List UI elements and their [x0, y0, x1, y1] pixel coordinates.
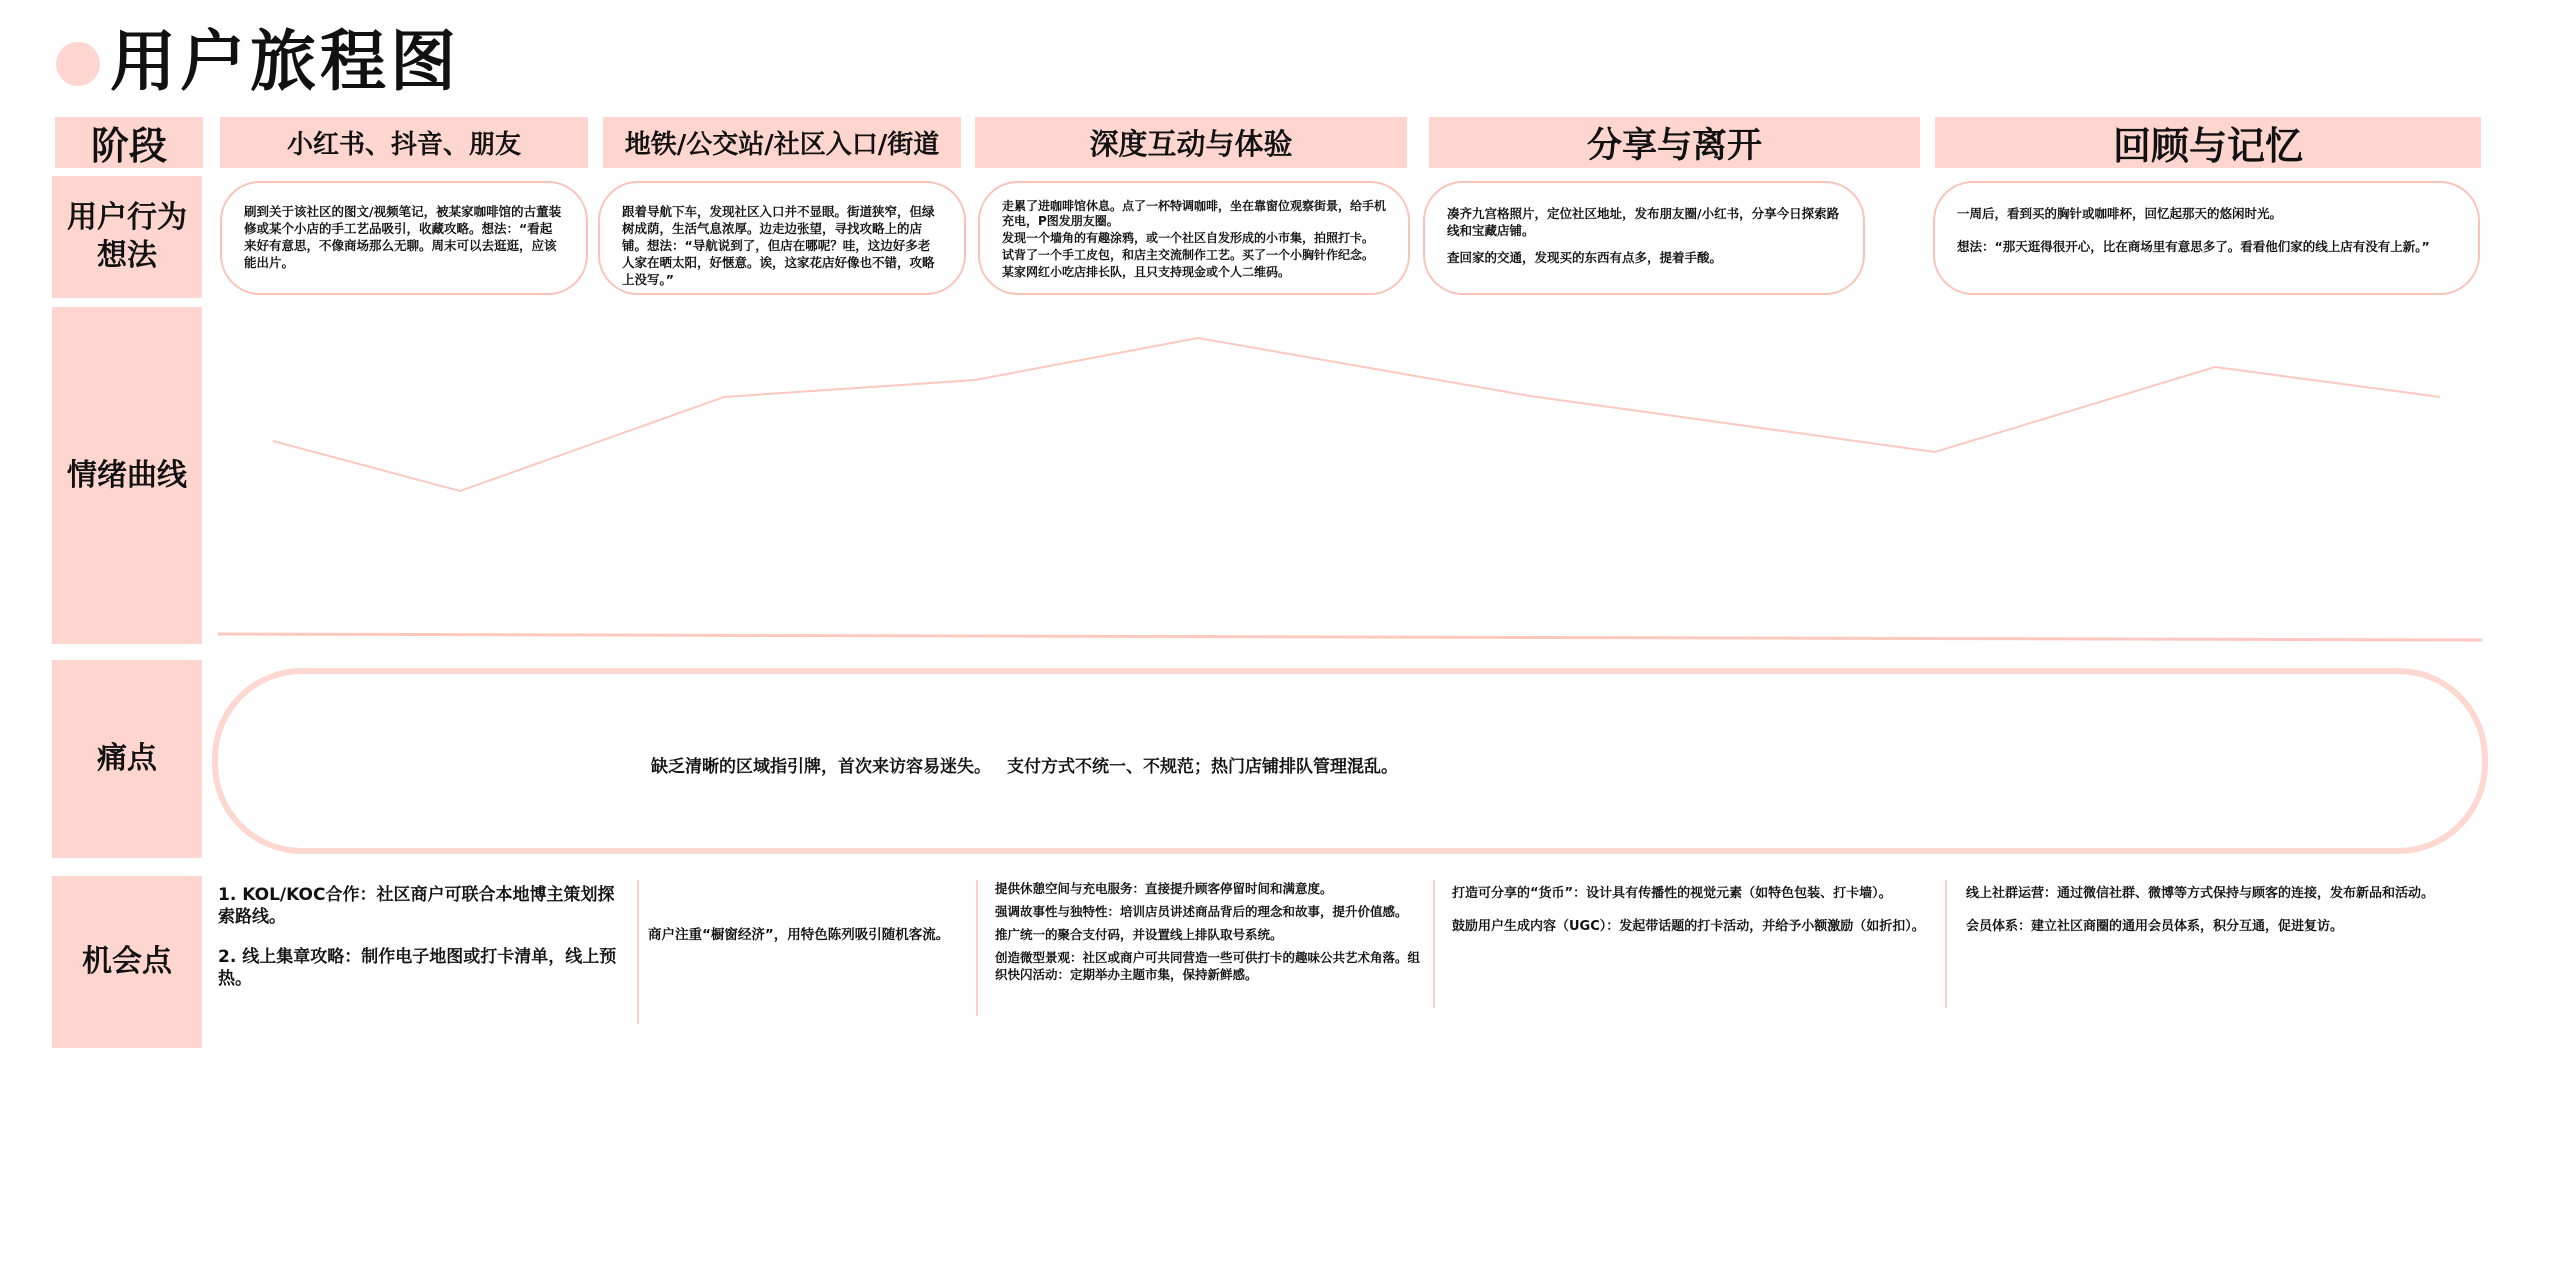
- pain-point-2: 支付方式不统一、不规范；热门店铺排队管理混乱。: [1007, 757, 1398, 777]
- opportunity-item: 打造可分享的“货币”：设计具有传播性的视觉元素（如特色包装、打卡墙）。: [1452, 886, 1892, 901]
- behavior-text: 一周后，看到买的胸针或咖啡杯，回忆起那天的悠闲时光。: [1957, 206, 2283, 221]
- column-divider: [1433, 880, 1435, 1008]
- opportunity-item: 商户注重“橱窗经济”，用特色陈列吸引随机客流。: [648, 927, 950, 943]
- pain-point-1: 缺乏清晰的区域指引牌，首次来访容易迷失。: [651, 757, 991, 777]
- stage-header-4: 分享与离开: [1429, 117, 1920, 168]
- emotion-curve-line: [273, 338, 2440, 491]
- column-divider: [976, 880, 978, 1016]
- opportunity-item: 强调故事性与独特性：培训店员讲述商品背后的理念和故事，提升价值感。: [995, 904, 1408, 919]
- opportunity-item: 鼓励用户生成内容（UGC）：发起带话题的打卡活动，并给予小额激励（如折扣）。: [1452, 919, 1925, 934]
- stage-header-3: 深度互动与体验: [975, 117, 1407, 168]
- opportunity-col-1: [218, 884, 626, 1002]
- opportunity-col-5: [1966, 884, 2486, 948]
- opportunity-item: 2. 线上集章攻略：制作电子地图或打卡清单，线上预热。: [218, 947, 617, 989]
- behavior-text: 凑齐九宫格照片，定位社区地址，发布朋友圈/小红书，分享今日探索路线和宝藏店铺。: [1447, 206, 1840, 238]
- opportunity-item: 创造微型景观：社区或商户可共同营造一些可供打卡的趣味公共艺术角落。组织快闪活动：定期举办主题市集，保持新鲜感。: [995, 950, 1421, 982]
- emotion-baseline: [218, 634, 2482, 640]
- behavior-text: 发现一个墙角的有趣涂鸦，或一个社区自发形成的小市集，拍照打卡。: [1002, 231, 1375, 245]
- opportunity-item: 线上社群运营：通过微信社群、微博等方式保持与顾客的连接，发布新品和活动。: [1966, 886, 2435, 901]
- opportunity-item: 提供休憩空间与充电服务：直接提升顾客停留时间和满意度。: [995, 881, 1333, 896]
- stage-header-5: 回顾与记忆: [1935, 117, 2481, 168]
- pain-row-label: 痛点: [52, 660, 202, 858]
- opportunity-item: 1. KOL/KOC合作：社区商户可联合本地博主策划探索路线。: [218, 885, 615, 927]
- behavior-row-label: 用户行为 想法: [52, 176, 202, 298]
- opportunity-col-2: [648, 926, 982, 957]
- stage-header-1: 小红书、抖音、朋友: [220, 117, 588, 168]
- behavior-text: 刷到关于该社区的图文/视频笔记，被某家咖啡馆的古董装修或某个小店的手工艺品吸引，收藏攻略。想法：“看起来好有意思，不像商场那么无聊。周末可以去逛逛，应该能出片。: [244, 204, 562, 270]
- stage-header-2: 地铁/公交站/社区入口/街道: [603, 117, 961, 168]
- opportunity-col-3: [995, 880, 1429, 995]
- emotion-row-label: 情绪曲线: [52, 307, 202, 644]
- opportunity-row-label: 机会点: [52, 876, 202, 1048]
- opportunity-item: 推广统一的聚合支付码，并设置线上排队取号系统。: [995, 927, 1283, 942]
- behavior-text: 跟着导航下车，发现社区入口并不显眼。街道狭窄，但绿树成荫，生活气息浓厚。边走边张望，寻找攻略上的店铺。想法：“导航说到了，但店在哪呢？哇，这边好多老人家在晒太阳，好惬意。诶，这家花店好像也不错，攻略上没写。”: [622, 204, 935, 287]
- stage-row-label: 阶段: [55, 117, 203, 168]
- behavior-text: 某家网红小吃店排长队，且只支持现金或个人二维码。: [1002, 265, 1291, 279]
- column-divider: [1945, 880, 1947, 1008]
- behavior-text: 查回家的交通，发现买的东西有点多，提着手酸。: [1447, 250, 1723, 265]
- page-title: 用户旅程图: [110, 23, 460, 100]
- behavior-text: 想法：“那天逛得很开心，比在商场里有意思多了。看看他们家的线上店有没有上新。”: [1957, 239, 2430, 254]
- behavior-text: 试背了一个手工皮包，和店主交流制作工艺。买了一个小胸针作纪念。: [1002, 248, 1375, 262]
- behavior-text: 走累了进咖啡馆休息。点了一杯特调咖啡，坐在靠窗位观察街景，给手机充电，P图发朋友圈。: [1002, 199, 1387, 228]
- column-divider: [637, 880, 639, 1024]
- opportunity-col-4: [1452, 884, 1940, 948]
- opportunity-item: 会员体系：建立社区商圈的通用会员体系，积分互通，促进复访。: [1966, 919, 2344, 934]
